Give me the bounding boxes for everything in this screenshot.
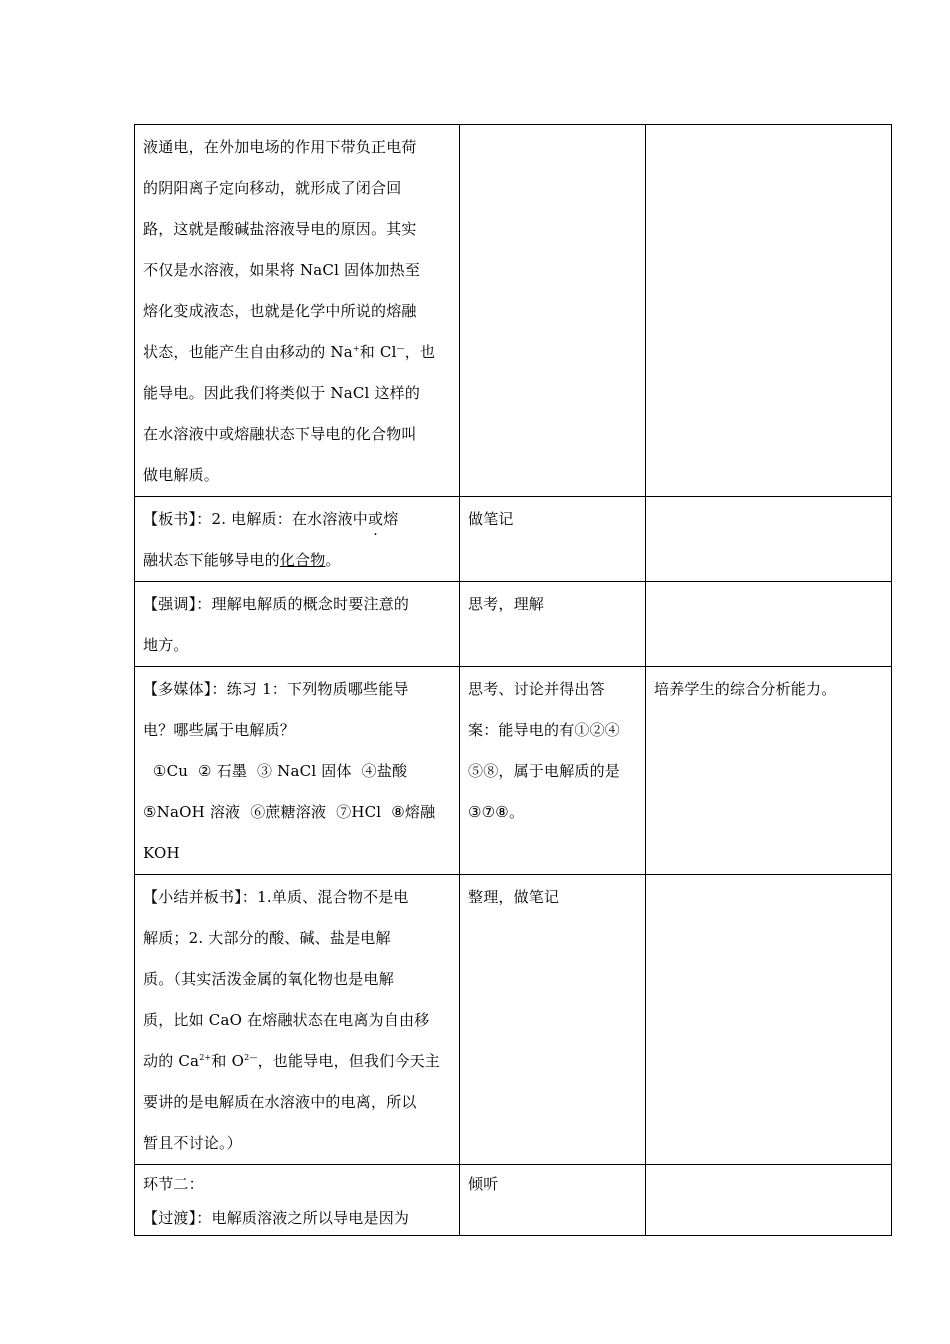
text-line: KOH <box>143 844 180 862</box>
student-activity-cell <box>460 497 646 582</box>
text-line: ③⑦⑧。 <box>468 803 525 821</box>
text-line: 思考、讨论并得出答 <box>468 680 605 698</box>
text-segment: 动的 Ca <box>143 1052 200 1070</box>
text-line: 做笔记 <box>468 510 514 528</box>
text-line: 要讲的是电解质在水溶液中的电离，所以 <box>143 1093 417 1111</box>
teacher-activity-cell <box>135 875 460 1165</box>
text-line: 思考，理解 <box>468 595 545 613</box>
table-row <box>135 497 892 582</box>
text-line: 质，比如 CaO 在熔融状态在电离为自由移 <box>143 1011 430 1029</box>
table-row <box>135 1165 892 1236</box>
text-line: 环节二： <box>143 1175 204 1193</box>
teacher-activity-cell <box>135 1165 460 1236</box>
text-line: 培养学生的综合分析能力。 <box>654 680 837 698</box>
lesson-plan-table <box>134 124 892 1236</box>
design-intent-cell <box>646 875 892 1165</box>
text-line: 【小结并板书】：1.单质、混合物不是电 <box>143 888 409 906</box>
design-intent-cell <box>646 582 892 667</box>
text-segment: 状态，也能产生自由移动的 Na <box>143 343 353 361</box>
table-row <box>135 582 892 667</box>
table-row <box>135 875 892 1165</box>
text-line: 的阴阳离子定向移动，就形成了闭合回 <box>143 179 402 197</box>
text-segment: ，也能导电，但我们今天主 <box>257 1052 440 1070</box>
superscript-charge: — <box>396 344 405 353</box>
emphasis-dot-char: 或 <box>367 510 384 528</box>
text-line <box>143 540 451 581</box>
text-line: 能导电。因此我们将类似于 NaCl 这样的 <box>143 384 421 402</box>
text-line: 暂且不讨论。） <box>143 1134 242 1152</box>
student-activity-cell <box>460 582 646 667</box>
design-intent-cell <box>646 125 892 497</box>
text-segment: 【板书】：2. 电解质：在水溶液中 <box>143 510 368 528</box>
superscript-charge: + <box>352 344 360 353</box>
text-segment: ，也 <box>404 343 436 361</box>
text-line-ions <box>143 332 451 373</box>
text-segment: 和 O <box>211 1052 245 1070</box>
text-line: 做电解质。 <box>143 466 220 484</box>
text-line: ⑤⑧，属于电解质的是 <box>468 762 621 780</box>
text-line: 不仅是水溶液，如果将 NaCl 固体加热至 <box>143 261 421 279</box>
underlined-term: 化合物 <box>279 551 326 569</box>
teacher-activity-cell <box>135 667 460 875</box>
text-line: 熔化变成液态，也就是化学中所说的熔融 <box>143 302 417 320</box>
text-line: 解质；2. 大部分的酸、碱、盐是电解 <box>143 929 391 947</box>
text-line: 地方。 <box>143 636 189 654</box>
text-line: ⑤NaOH 溶液 ⑥蔗糖溶液 ⑦HCl ⑧熔融 <box>143 803 436 821</box>
text-line: 案：能导电的有①②④ <box>468 721 621 739</box>
teacher-activity-cell <box>135 582 460 667</box>
text-segment: 融状态下能够导电的 <box>143 551 280 569</box>
text-segment: 和 Cl <box>359 343 397 361</box>
student-activity-cell <box>460 1165 646 1236</box>
text-line: 【强调】：理解电解质的概念时要注意的 <box>143 595 410 613</box>
teacher-activity-cell <box>135 125 460 497</box>
design-intent-cell <box>646 497 892 582</box>
text-line: 液通电，在外加电场的作用下带负正电荷 <box>143 138 417 156</box>
text-line: 【过渡】：电解质溶液之所以导电是因为 <box>143 1209 410 1227</box>
superscript-charge: 2— <box>244 1053 258 1062</box>
student-activity-cell <box>460 875 646 1165</box>
text-line-ions <box>143 1041 451 1082</box>
text-line: 在水溶液中或熔融状态下导电的化合物叫 <box>143 425 417 443</box>
teacher-activity-cell <box>135 497 460 582</box>
text-line: 电？哪些属于电解质？ <box>143 721 296 739</box>
design-intent-cell <box>646 667 892 875</box>
text-segment: 熔 <box>383 510 399 528</box>
table-row <box>135 125 892 497</box>
text-line: 整理，做笔记 <box>468 888 560 906</box>
table-row <box>135 667 892 875</box>
text-segment: 。 <box>325 551 341 569</box>
text-line: ①Cu ② 石墨 ③ NaCl 固体 ④盐酸 <box>143 762 408 780</box>
text-line <box>143 499 451 540</box>
text-line: 倾听 <box>468 1175 499 1193</box>
student-activity-cell <box>460 667 646 875</box>
student-activity-cell <box>460 125 646 497</box>
text-line: 质。（其实活泼金属的氧化物也是电解 <box>143 970 394 988</box>
design-intent-cell <box>646 1165 892 1236</box>
superscript-charge: 2+ <box>199 1053 212 1062</box>
text-line: 【多媒体】：练习 1：下列物质哪些能导 <box>143 680 409 698</box>
text-line: 路，这就是酸碱盐溶液导电的原因。其实 <box>143 220 417 238</box>
